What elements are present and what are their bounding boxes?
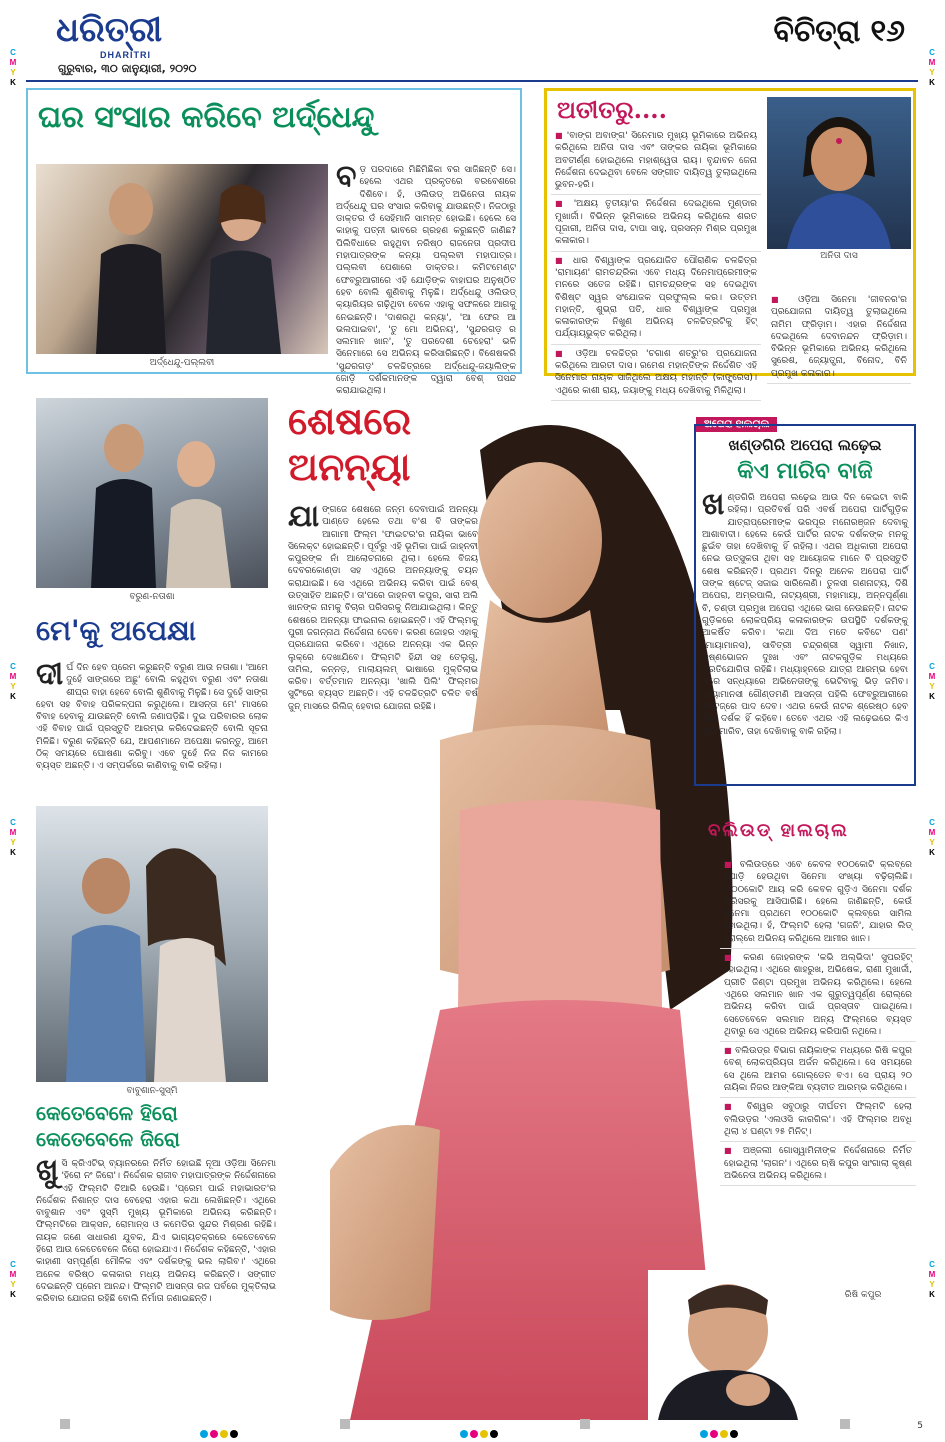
story-ardhendu-text: ଡ଼ ପରଦାରେ ମିଛିମିଛିକା ବର ସାଜିଛନ୍ତି ସେ। ହେଲେ ଏଥର ପ୍ରକୃତରେ ବରବେଶରେ ଦିଶିବେ। ହଁ, ଓଲିଉଡ୍‌ ଅଭିନେତା ନାୟକ ଅର୍ଦ୍ଧେନ୍ଦୁ ଘର ସଂସାର କରିବାକୁ ଯାଉଛନ୍ତି। ନିଜଠାରୁ ଡାକ୍ତର ଡଁ ସେହିମାନି ସାମନ୍ତ ହୋଇଛି। ହେଲେ ସେ କାହାକୁ ପତ୍ନୀ ଭାବରେ ଗ୍ରହଣ କରୁଛନ୍ତି ଜାଣିଛ? ପିଲିବିଧାରେ ରହୁଥିବା ନରିଷ୍ଠ ରାଜନେତା ପ୍ରଦୀପ ମହାପାତ୍ରଙ୍କ କନ୍ୟା ପଲ୍ଲବୀ ମହାପାତ୍ର। ପଲ୍ଲବୀ ପେଶାରେ ଡାକ୍ତର। କମିଟମେଣ୍ଟ ଫେବ୍ରୁଆରୀରେ ଏହି ଯୋଡ଼ିଙ୍କ ବାହାଘର ଅନୁଷ୍ଠିତ ହେବ ବୋଲି ଶୁଣିବାକୁ ମିଳୁଛି। ଅର୍ଦ୍ଧେନ୍ଦୁ ଓଲିଉଡ୍‌ କ୍ୟାରିୟର ଗଢ଼ିଥିବା ବେଳେ ଏହାକୁ ସଫଳରେ ଆଗକୁ ନେଇଛନ୍ତି। 'ଦାଶରଥି କନ୍ୟା', 'ଆ ଫେର ଆ ଭଲପାଇବା', 'ତୁ ମୋ ଅଭିନୟ', 'ସୁନ୍ଦରଗଡ଼ ର ସଲମାନ ଖାନ', 'ତୁ ପରଦେଶୀ ଚେହେରା' ଭଳି ସିନେମାରେ ସେ ଅଭିନୟ କରିସାରିଛନ୍ତି। ବିଶେଷକରି 'ସୁନ୍ଦରଗଡ଼' ଚଳଚ୍ଚିତ୍ରରେ ଅର୍ଦ୍ଧେନ୍ଦୁ-ଜୟାଲିଙ୍କ ଜୋଡ଼ି ଦର୍ଶକମାନଙ୍କ ଦ୍ୱାରା ବେଶ୍‌ ପସନ୍ଦ କରାଯାଇଥିଲା। (336, 165, 516, 397)
cmyk-mark: C M Y K (928, 48, 936, 87)
ananya-silhouette (290, 410, 760, 1420)
ananya-photo (290, 410, 760, 1420)
babushan-text: ସି କ୍ରିଏଟିଭ୍‌ ବ୍ୟାନରରେ ନିର୍ମିତ ହୋଇଛି ନୂଆ ଓଡ଼ିଆ ସିନେମା 'ହିରୋ ନଂ ଜିରୋ'। ନିର୍ଦ୍ଦେଶକ ରାଜୀବ ମହାପାତ୍ରଙ୍କ ନିର୍ଦ୍ଦେଶନାରେ ଏହି ଫିଲ୍ମଟି ତିଆରି ହେଉଛି। 'ପ୍ରେମ ପାଇଁ ମହାଭାରତ'ର ନିର୍ଦ୍ଦେଶକ ନିଶାନ୍ତ ଦାସ ବେହେରା ଏହାର କଥା ଲେଖିଛନ୍ତି। ଏଥିରେ ବାବୁଶାନ ଏବଂ ସୁସ୍ମି ମୁଖ୍ୟ ଭୂମିକାରେ ଅଭିନୟ କରିଛନ୍ତି। ଫିଲ୍ମଟିରେ ଆକ୍ସନ, ରୋମାନ୍ସ ଓ କମେଡିର ସୁନ୍ଦର ମିଶ୍ରଣ ରହିଛି। ନାୟକ ଜଣେ ସାଧାରଣ ଯୁବକ, ଯିଏ ଭାଗ୍ୟଚକ୍ରରେ କେତେବେଳେ ହିରୋ ଆଉ କେତେବେଳେ ଜିରୋ ହୋଇଯାଏ। ନିର୍ଦ୍ଦେଶକ କହିଛନ୍ତି, 'ଏହାର କାହାଣୀ ସମ୍ପୂର୍ଣ୍ଣ ମୌଳିକ ଏବଂ ଦର୍ଶକଙ୍କୁ ଭଲ ଲାଗିବ।' ଏଥିରେ ଅନେକ ବରିଷ୍ଠ କଳାକାର ମଧ୍ୟ ଅଭିନୟ କରିଛନ୍ତି। ସଙ୍ଗୀତ ଦେଇଛନ୍ତି ପ୍ରେମ ଆନନ୍ଦ। ଫିଲ୍ମଟି ଆସନ୍ତା ରଜ ପର୍ବରେ ମୁକ୍ତିଲାଭ କରିବାର ଯୋଜନା ରହିଛି ବୋଲି ନିର୍ମାତା ଜଣାଇଛନ୍ତି। (36, 1159, 276, 1305)
bollywood-headline: ବଲିଉଡ୍‌ ହାଲଚାଲ (708, 820, 849, 841)
varun-body (36, 657, 268, 794)
ardhendu-caption: ଅର୍ଦ୍ଧେନ୍ଦୁ-ପଲ୍ଲବୀ (149, 358, 215, 368)
atit-bullet: ■ 'ଅକ୍ଷୟ ତୃତୀୟା'ର ନିର୍ଦ୍ଦେଶନା ଦେଇଥିଲେ ମୁଣ୍ଡାର ମୁଖାର୍ଜୀ। ବିଭିନ୍ନ ଭୂମିକାରେ ଅଭିନୟ କରିଥିଲେ ଶରତ ପୂଜାରୀ, ଅନିତା ଦାସ, ଟାପା ସାହୁ, ପ୍ରସନ୍ନ ମିଶ୍ର ପ୍ରମୁଖ କଳାକାର। (551, 195, 761, 251)
varun-caption: ବରୁଣ-ନତାଶା (129, 592, 175, 602)
section-title: ବିଚିତ୍ରା (773, 14, 861, 49)
portrait-silhouette (767, 97, 911, 249)
atit-bullet: ■ 'ବାଙ୍ଗ ଅବାଙ୍ଗ' ସିନେମାର ମୁଖ୍ୟ ଭୂମିକାରେ ଅଭିନୟ କରିଥିଲେ ଅନିତା ଦାସ ଏବଂ ତାଙ୍କର ନାୟିକା ଭୂମିକାରେ ଅବତୀର୍ଣ୍ଣ ହୋଇଥିଲେ ମହାଶ୍ୱେତା ରାୟ। ବୃନ୍ଦାବନ ଜେନା ନିର୍ଦ୍ଦେଶନା ଦେଇଥିବା ବେଳେ ସଙ୍ଗୀତ ଦାୟିତ୍ୱ ତୁଲାଇଥିଲେ ଭୁବନ-ହରି। (551, 127, 761, 195)
cmyk-mark: C M Y K (9, 662, 17, 701)
opera-headline-line1: ଖଣ୍ଡଗିରି ଅପେରା ଲଢ଼େଇ (728, 436, 882, 454)
story-ardhendu-body (336, 159, 516, 397)
atit-bullet: ■ ଧାର ବିଶ୍ୱାଙ୍କ ପ୍ରଯୋଜିତ ପୌରାଣିକ ଚଳଚ୍ଚିତ୍ର 'ରାମାୟଣ' ରାମଚନ୍ଦ୍ରିକା ଏବେ ମଧ୍ୟ ଦିନେମାପ୍ରେମୀଙ୍କ ମନରେ ସତେଜ ରହିଛି। ରାମଚନ୍ଦ୍ରଙ୍କ ସହ ଦେଇଥିବା ବିଶିଷ୍ଟ ସ୍ୱର ସଂଯୋଜକ ପ୍ରଫୁଲ୍ଲ କର। ଉତ୍ତମ ମହାନ୍ତି, ଶୁଭ୍ରା ପତି, ଧାର ବିଶ୍ୱାଙ୍କ ପ୍ରମୁଖ କଳାକାରଙ୍କ ନିଖୁଣ ଅଭିନୟ ଚଳଚ୍ଚିତ୍ରଟିକୁ ହିଟ୍‌ ପର୍ଯ୍ୟାୟଭୁକ୍ତ କରିଥିଲା। (551, 252, 761, 345)
bollywood-bullet: ■ ବଲିଉଡ୍‌ରେ ଏବେ କେବଳ ୧୦୦କୋଟି କ୍ଲବ୍‌ରେ ଯୋଡ଼ି ହେଉଥିବା ସିନେମା ସଂଖ୍ୟା ବଢ଼ିଚାଲିଛି। ୩୦୦କୋଟି ଆୟ କରି କେବଳ ଗୁଡ଼ିଏ ସିନେମା ଦର୍ଶକ ପରିସରକୁ ଆସିପାରିଛି। ହେଲେ ଜାଣିଛନ୍ତି, କେଉଁ ସିନେମା ପ୍ରଥମେ ୧୦୦କୋଟି କ୍ଲବ୍‌ରେ ସାମିଲ ହୋଇଥିଲା। ହଁ, ଫିଲ୍ମଟି ହେଲା 'ଗଜନି', ଯାହାର ଲିଡ୍‌ ରୋଲ୍‌ରେ ଅଭିନୟ କରିଥିଲେ ଆମୀର ଖାନ। (720, 856, 916, 949)
couple-silhouette (36, 398, 268, 588)
ardhendu-pallavi-photo (36, 164, 328, 354)
dropcap: ବ (336, 159, 357, 194)
atit-headline: ଅତୀତରୁ.... (557, 95, 668, 124)
story-ardhendu-headline: ଘର ସଂସାର କରିବେ ଅର୍ଦ୍ଧେନ୍ଦୁ (38, 100, 375, 135)
page-number: ୧୬ (870, 14, 905, 49)
section-header (773, 14, 905, 49)
bollywood-bullets (720, 856, 916, 1276)
opera-box (694, 424, 916, 786)
ananya-headline-line2: ଅନନ୍ୟା (288, 444, 411, 489)
cmyk-mark: C M Y K (9, 48, 17, 87)
top-rule (26, 80, 918, 82)
atit-box (544, 88, 916, 396)
babushan-body (36, 1153, 276, 1398)
footer-gray-mark (60, 1414, 70, 1433)
anita-das-caption: ଅନିତା ଦାସ (820, 251, 858, 261)
footer-gray-mark (580, 1414, 590, 1433)
couple-silhouette (36, 806, 268, 1082)
anita-das-photo (767, 97, 911, 249)
logo-text: ଧରିତ୍ରୀ (56, 10, 163, 50)
masthead-logo (56, 10, 176, 62)
dropcap: ଖ (702, 487, 725, 522)
babushan-headline-line2: କେତେବେଳେ ଜିରୋ (36, 1127, 180, 1151)
cmyk-mark: C M Y K (928, 662, 936, 701)
story-ardhendu (26, 88, 522, 397)
cmyk-mark: C M Y K (928, 818, 936, 857)
logo-subtext: DHARITRI (100, 50, 151, 60)
atit-bullets-left (551, 127, 761, 396)
dateline: ଗୁରୁବାର, ୩୦ ଜାନୁୟାରୀ, ୨୦୨୦ (58, 62, 197, 75)
cmyk-mark: C M Y K (9, 818, 17, 857)
footer-reg-marks (460, 1423, 500, 1433)
dropcap: ଯା (288, 499, 320, 534)
footer-gray-mark (840, 1414, 850, 1433)
opera-text: ଣ୍ଡଗିରି ଅପେରା ଲଢ଼େଇ ଆଉ ଦିନ କେଇଟା ବାକି ରହିଲା। ପ୍ରତିବର୍ଷ ପରି ଏବର୍ଷ ଅପେରା ପାର୍ଟିଗୁଡ଼ିକ ଯାତ୍ରାପ୍ରେମୀଙ୍କ ଭରପୂର ମନୋରଞ୍ଜନ ଦେବାକୁ ଆଶାବାଦୀ। ହେଲେ କେଉଁ ପାର୍ଟିର ନାଟକ ଦର୍ଶକଙ୍କ ମନକୁ ଛୁଇଁବ ତାହା ଦେଖିବାକୁ ହିଁ ରହିଲା। ଏଥର ଅଧିକାରୀ ଅପେରା ନେଇ ଉତ୍ସୁକତା ଥିବା ସହ ଆୟୋଜକ ମାନେ ବି ପ୍ରସ୍ତୁତି ଶେଷ କରିଛନ୍ତି। ପ୍ରଥମ ଦିନରୁ ଅନେକ ଅପେରା ପାର୍ଟି ତାଙ୍କ ଷ୍ଟେଜ୍‌ ସଜାଇ ସାରିଲେଣି। ତୁଳସୀ ଗଣନାଟ୍ୟ, ଦିଶି ଅପେରା, ଅମ୍ରପାଲି, ନାଟ୍ୟଶ୍ରୀ, ମହାମାୟା, ଅନ୍ନପୂର୍ଣ୍ଣା ବି, ଚଣ୍ଡୀ ପ୍ରମୁଖ ଅପେରା ଏଥିରେ ଭାଗ ନେଉଛନ୍ତି। ନାଟକ ଗୁଡ଼ିକରେ ଲୋକପ୍ରିୟ କଳାକାରଙ୍କ ଉପସ୍ଥିତି ଦର୍ଶକଙ୍କୁ ଆକର୍ଷିତ କରିବ। 'କଥା ଦିଅ ମତେ କବିଟେ ପଣ' (ମାୟାମାନସ), ସାବିତ୍ରୀ ଚନ୍ଦ୍ରଶ୍ରୀ ସ୍ୱାମୀ ନିଖାନ, କୃଷ୍ଣଭୋଜନ ଦୁଃଖ ଏବଂ ନାଟକଗୁଡ଼ିକ ମଧ୍ୟରେ ପ୍ରତିଯୋଗିତା ରହିଛି। ମଧ୍ୟାହ୍ନରେ ଯାତ୍ରା ଆରମ୍ଭ ହେବା ପରେ ସନ୍ଧ୍ୟାରେ ଅଭିନେତାଙ୍କୁ ଭେଟିବାକୁ ଭିଡ଼ ଜମିବ। ମାୟାମାନସୀ ଗୌଣ୍ଡମଣି ଆସନ୍ତା ପହିଲି ଫେବ୍ରୁଆରୀରେ ଷ୍ଟେଜ୍‌ରେ ପାଦ ଦେବ। ଏଥର କେଉଁ ନାଟକ ଶ୍ରେଷ୍ଠ ହେବ ତାହା ଦର୍ଶକ ହିଁ କହିବେ। ତେବେ ଏଥର ଏହି ଲଢ଼େଇରେ କିଏ ବାଜି ମାରିବ, ତାହା ଦେଖିବାକୁ ବାକି ରହିଲା। (702, 493, 908, 737)
bollywood-bullet: ■ କରଣ ଜୋହରଙ୍କ 'କଭି ଅଲ୍ଭିଦା' ସୁପରହିଟ୍‌ ହୋଇଥିଲା। ଏଥିରେ ଶାହରୁଖ, ଅଭିଷେକ, ରାଣୀ ମୁଖାର୍ଜୀ, ପ୍ରୀତି ଜିଣ୍ଟା ପ୍ରମୁଖ ଅଭିନୟ କରିଥିଲେ। ହେଲେ ଏଥିରେ ସଲମାନ ଖାନ ଏକ ଗୁରୁତ୍ୱପୂର୍ଣ୍ଣ ରୋଲ୍‌ରେ ଅଭିନୟ କରିବା ପାଇଁ ପ୍ରସ୍ତାବ ପାଇଥିଲେ। ସେତେବେଳେ ସଲମାନ ଅନ୍ୟ ଫିଲ୍ମରେ ବ୍ୟସ୍ତ ଥିବାରୁ ସେ ଏଥିରେ ଅଭିନୟ କରିପାରି ନଥିଲେ। (720, 949, 916, 1042)
atit-bullet: ■ ଓଡ଼ିଆ ଚଳଚ୍ଚିତ୍ର 'ଚଗାଶ ଶତ୍ରୁ'ର ପ୍ରଯୋଜନା କରିଥିଲେ ଆରତୀ ଦାସ। ରମେଶ ମହାନ୍ତିଙ୍କ ନିର୍ଦ୍ଦେଶିତ ଏହି ସିନେମାର ନାୟକ ସାଜିଥିଲେ ଅକ୍ଷୟ ମହାନ୍ତି (କାଙ୍ଗ୍ରେସ)। ଏଥିରେ କାଶୀ ରାୟ, ଜୟାଙ୍କୁ ମଧ୍ୟ ଦେଖିବାକୁ ମିଳିଥିଲା। (551, 345, 761, 401)
dropcap: ଖୁ (36, 1153, 59, 1188)
babushan-headline (36, 1100, 286, 1152)
atit-bullet: ■ ଓଡ଼ିଆ ସିନେମା 'ଜୀବନର'ର ପ୍ରଯୋଜନା ଦାୟିତ୍ୱ ତୁଲାଇଥିଲେ ନାମିମ ଫ୍ରିଡ଼ାମ। ଏହାର ନିର୍ଦ୍ଦେଶନା ଦେଇଥିଲେ ଦେବାନନ୍ଦନ ଫ୍ରିଡ଼ାମ। ବିଭିନ୍ନ ଭୂମିକାରେ ଅଭିନୟ କରିଥିଲେ ସୁରେଶ, ଜ୍ୟୋତ୍ସ୍ନା, ବିନୋଦ, ବିନି ପ୍ରମୁଖ କଳାକାର। (767, 291, 911, 384)
babushan-caption: ବାବୁଶାନ-ସୁସ୍ମି (126, 1086, 178, 1096)
rishi-kapoor-photo (648, 1270, 918, 1420)
cmyk-mark: C M Y K (928, 1260, 936, 1299)
babushan-susmi-photo (36, 806, 268, 1082)
bollywood-bullet: ■ ବଲିଉଡ୍‌ର ବିଭାଗ ନାୟିକାଙ୍କ ମଧ୍ୟରେ ରିଷି କପୁର ବେଶ୍‌ ଲୋକପ୍ରିୟତା ଅର୍ଜନ କରିଥିଲେ। ସେ ସମୟରେ ସେ ଥିଲେ ଆମର ଗୋଲ୍ଡେନ ବଏ। ସେ ପ୍ରାୟ ୨୦ ନାୟିକା ନିଜର ଆଙ୍କିଆ ବ୍ୟତୀତ ଆରମ୍ଭ କରିଥିଲେ। (720, 1042, 916, 1098)
opera-headline-line2: କିଏ ମାରିବ ବାଜି (737, 458, 873, 484)
varun-text: ର୍ଘ ଦିନ ହେବ ପ୍ରେମ କରୁଛନ୍ତି ବରୁଣ ଆଉ ନତାଶା। 'ଆମେ ଦୁହେଁ ସାଙ୍ଗରେ ଅଛୁ' ବୋଲି କହୁଥିବା ବରୁଣ ଏବଂ ନତାଶା ଶୀଘ୍ର ବାହା ହେବେ ବୋଲି ଶୁଣିବାକୁ ମିଳୁଛି। ସେ ଦୁହେଁ ସାଙ୍ଗ ହେବା ସହ ବିବାହ ପରିକଳ୍ପନା କରୁଥିଲେ। ଆସନ୍ତା ମେ' ମାସରେ ବିବାହ ହେବାକୁ ଯାଉଛନ୍ତି ବୋଲି ଜଣାପଡ଼ିଛି। ଦୁଇ ପରିବାରର ଲୋକ ଏହି ବିବାହ ପାଇଁ ପ୍ରସ୍ତୁତି ଆରମ୍ଭ କରିଦେଇଛନ୍ତି ବୋଲି ସୂଚନା ମିଳିଛି। ବରୁଣ କହିଛନ୍ତି ଯେ, ଆପଣମାନେ ଅପେକ୍ଷା କରନ୍ତୁ, ଆମେ ଠିକ୍‌ ସମୟରେ ଘୋଷଣା କରିବୁ। ଏବେ ଦୁହେଁ ନିଜ ନିଜ କାମରେ ବ୍ୟସ୍ତ ଅଛନ୍ତି। ଏ ସମ୍ପର୍କରେ କାଣିବାକୁ ବାକି ରହିଲା। (36, 663, 268, 772)
footer-page-number: 5 (917, 1421, 923, 1431)
babushan-headline-line1: କେତେବେଳେ ହିରୋ (36, 1101, 178, 1125)
opera-body (702, 487, 908, 778)
varun-natasha-photo (36, 398, 268, 588)
bollywood-bullet: ■ ଅଞ୍ଜଲୀ ଗୋସ୍ୱାମିନୀଙ୍କ ନିର୍ଦ୍ଦେଶନାରେ ନିର୍ମିତ ହୋଇଥିଲା 'ଲାଗନ'। ଏଥିରେ ଋଷି କପୁର ସାଂଗାଲା କୃଷ୍ଣ ଅଭିନେତା ଅଭିନୟ କରିଥିଲେ। (720, 1142, 916, 1186)
opera-tag: ଅପେରା ହାଲଚାଲ (696, 417, 777, 432)
rishi-caption: ରିଷି କପୁର (844, 1290, 882, 1300)
footer-reg-marks (700, 1423, 740, 1433)
bollywood-bullet: ■ ବିଶ୍ୱର ସବୁଠାରୁ ଦୀର୍ଘତମ ଫିଲ୍ମଟି ହେଲା ବଲିଉଡ଼ର 'ଏଲଓସି କାରଗିଲ'। ଏହି ଫିଲ୍ମର ଅବଧି ଥିଲା ୪ ଘଣ୍ଟା ୨୫ ମିନିଟ୍‌। (720, 1098, 916, 1142)
cmyk-mark: C M Y K (9, 1260, 17, 1299)
ananya-headline-line1: ଶେଷରେ (288, 398, 412, 443)
footer-gray-mark (340, 1414, 350, 1433)
dropcap: ଦୀ (36, 657, 64, 692)
atit-bullets-right (767, 291, 911, 379)
varun-headline: ମେ'କୁ ଅପେକ୍ଷା (36, 614, 197, 647)
ananya-text: ଙ୍ଗଜେ ଶେଷରେ ଜନ୍ମ ଦେବାପାଇଁ ଅନନ୍ୟା ପାଣ୍ଡେ ହେଲେ ତଥା ବ'ଶ ବି ତାଙ୍କର ଆଗାମୀ ଫିଲ୍ମ 'ଫାଇଟର'ର ନାୟିକା ଭାବେ ସିଲେକ୍ଟ ହୋଇଛନ୍ତି। ପୂର୍ବରୁ ଏହି ଭୂମିକା ପାଇଁ ଜାହ୍ନବୀ କପୁରଙ୍କ ନାଁ ଆଲୋଚନାରେ ଥିଲା। ହେଲେ ବିଜୟ ଦେବରକୋଣ୍ଡା ସହ ଏଥିରେ ଅନନ୍ୟାଙ୍କୁ ଚୟନ କରାଯାଇଛି। ସେ ଏଥିରେ ଅଭିନୟ କରିବା ପାଇଁ ବେଶ୍‌ ଉତ୍ସାହିତ ଅଛନ୍ତି। ତା'ପରେ ଜାହ୍ନବୀ କପୁର, ସାରା ଅଲି ଖାନଙ୍କ ନାମକୁ ବିଚାର ପରିସରକୁ ନିଆଯାଇଥିଲା। କିନ୍ତୁ ଶେଷରେ ଅନନ୍ୟା ଫାଇନାଲ ହୋଇଛନ୍ତି। ଏହି ଫିଲ୍ମକୁ ପୁରୀ ଜଗନ୍ନାଥ ନିର୍ଦ୍ଦେଶନା ଦେବେ। କରଣ ଜୋହର ଏହାକୁ ପ୍ରଯୋଜନା କରିବେ। ଏଥିରେ ଅନନ୍ୟା ଏକ ଭିନ୍ନ ଲୁକ୍‌ରେ ଦେଖାଯିବେ। ଫିଲ୍ମଟି ହିନ୍ଦୀ ସହ ତେଲୁଗୁ, ତାମିଲ, କନ୍ନଡ଼, ମାଲାୟଲମ୍‌ ଭାଷାରେ ମୁକ୍ତିଲାଭ କରିବ। ବର୍ତ୍ତମାନ ଅନନ୍ୟା 'ଖାଲି ପିଲି' ଫିଲ୍ମର ସୁଟିଂରେ ବ୍ୟସ୍ତ ଅଛନ୍ତି। ଏହି ଚଳଚ୍ଚିତ୍ରଟି ଚଳିତ ବର୍ଷ ଜୁନ୍‌ ମାସରେ ରିଲିଜ୍‌ ହେବାର ଯୋଜନା ରହିଛି। (288, 505, 478, 712)
couple-silhouette (36, 164, 328, 354)
footer-reg-marks (200, 1423, 240, 1433)
